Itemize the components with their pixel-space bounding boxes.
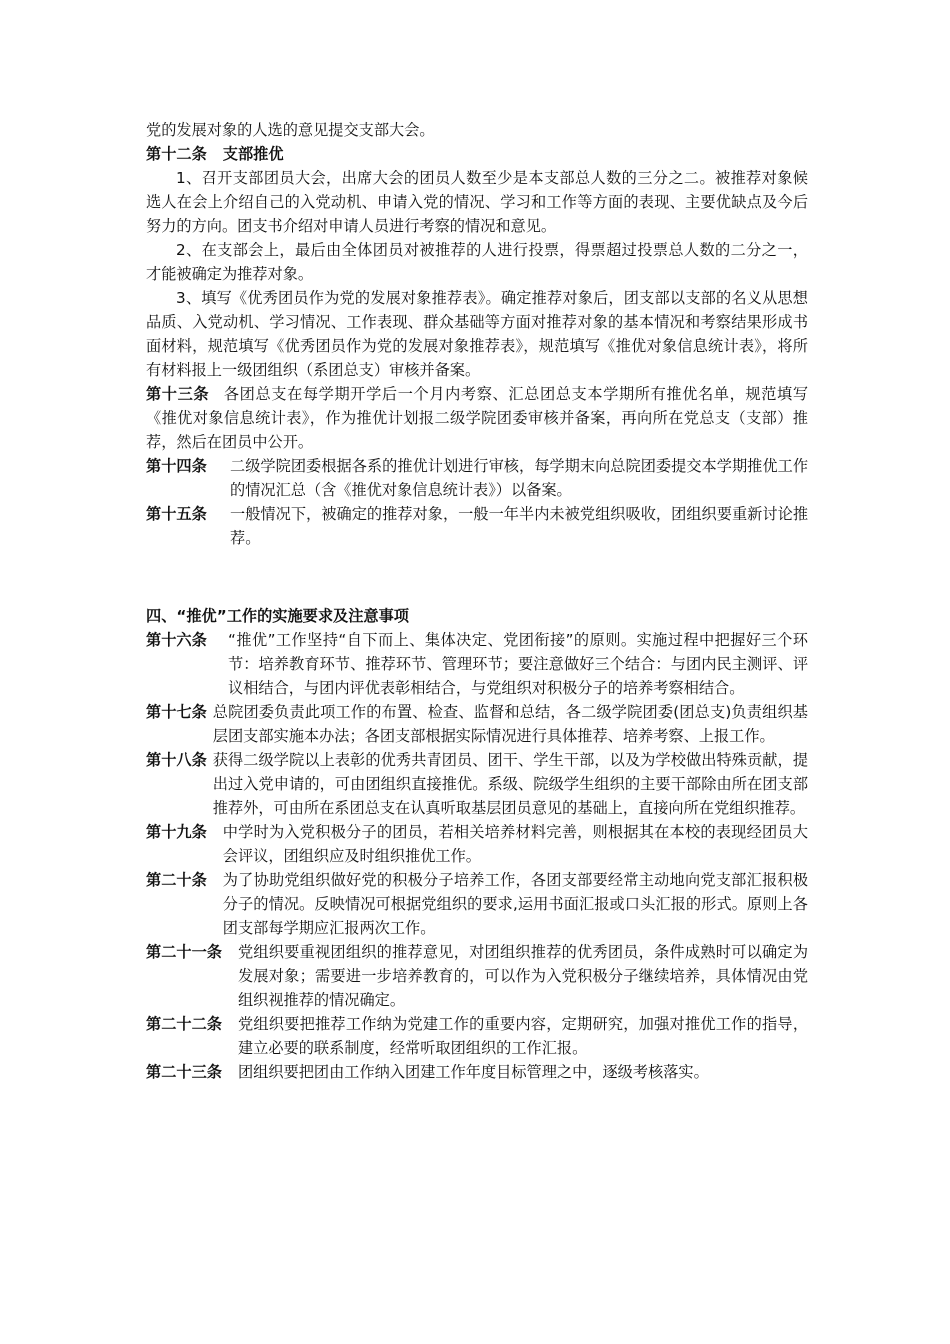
- lead-line: 党的发展对象的人选的意见提交支部大会。: [146, 121, 435, 139]
- article-19-text: 中学时为入党积极分子的团员，若相关培养材料完善，则根据其在本校的表现经团员大会评议，团组织应及时组织推优工作。: [222, 823, 808, 865]
- article-12-para-2: 2、在支部会上，最后由全体团员对被推荐的人进行投票，得票超过投票总人数的二分之一，才能被确定为推荐对象。: [146, 241, 808, 283]
- article-21-text: 党组织要重视团组织的推荐意见，对团组织推荐的优秀团员，条件成熟时可以确定为发展对象；需要进一步培养教育的，可以作为入党积极分子继续培养，具体情况由党组织视推荐的情况确定。: [237, 943, 808, 1009]
- section-4-title: 四、“推优”工作的实施要求及注意事项: [146, 607, 409, 625]
- article-16: [146, 628, 808, 700]
- article-19: [146, 820, 808, 868]
- article-12-heading: [146, 142, 808, 166]
- article-14: [146, 454, 808, 502]
- article-17-text: 总院团委负责此项工作的布置、检查、监督和总结，各二级学院团委(团总支)负责组织基层团支部实施本办法；各团支部根据实际情况进行具体推荐、培养考察、上报工作。: [212, 703, 808, 745]
- section-gap: [146, 550, 808, 604]
- article-18-text: 获得二级学院以上表彰的优秀共青团员、团干、学生干部，以及为学校做出特殊贡献，提出过入党申请的，可由团组织直接推优。系级、院级学生组织的主要干部除由所在团支部推荐外，可由所在系团总支在认真听取基层团员意见的基础上，直接向所在党组织推荐。: [212, 751, 808, 817]
- article-13-text: 各团总支在每学期开学后一个月内考察、汇总团总支本学期所有推优名单，规范填写《推优对象信息统计表》，作为推优计划报二级学院团委审核并备案，再向所在党总支（支部）推荐，然后在团员中公开。: [146, 385, 809, 451]
- article-17: [146, 700, 808, 748]
- article-12-label: 第十二条: [146, 145, 207, 163]
- article-21-label: 第二十一条: [146, 943, 222, 961]
- article-12-para-1: 1、召开支部团员大会，出席大会的团员人数至少是本支部总人数的三分之二。被推荐对象候选人在会上介绍自己的入党动机、申请入党的情况、学习和工作等方面的表现、主要优缺点及今后努力的方向。团支书介绍对申请人员进行考察的情况和意见。: [146, 169, 808, 235]
- article-17-label: 第十七条: [146, 703, 207, 721]
- article-12-title: 支部推优: [222, 145, 284, 163]
- article-22: [146, 1012, 808, 1060]
- article-15-label: 第十五条: [146, 505, 207, 523]
- article-19-label: 第十九条: [146, 823, 207, 841]
- document-page: [146, 118, 808, 1084]
- article-22-label: 第二十二条: [146, 1015, 222, 1033]
- article-14-text: 二级学院团委根据各系的推优计划进行审核，每学期末向总院团委提交本学期推优工作的情况汇总（含《推优对象信息统计表》）以备案。: [230, 457, 808, 499]
- article-23-label: 第二十三条: [146, 1063, 222, 1081]
- article-23-text: 团组织要把团由工作纳入团建工作年度目标管理之中，逐级考核落实。: [237, 1063, 709, 1081]
- article-18-label: 第十八条: [146, 751, 207, 769]
- article-18: [146, 748, 808, 820]
- article-16-label: 第十六条: [146, 631, 207, 649]
- article-20-text: 为了协助党组织做好党的积极分子培养工作，各团支部要经常主动地向党支部汇报积极分子的情况。反映情况可根据党组织的要求,运用书面汇报或口头汇报的形式。原则上各团支部每学期应汇报两次工作。: [222, 871, 808, 937]
- article-22-text: 党组织要把推荐工作纳为党建工作的重要内容，定期研究，加强对推优工作的指导，建立必要的联系制度，经常听取团组织的工作汇报。: [237, 1015, 808, 1057]
- article-12-para-3: 3、填写《优秀团员作为党的发展对象推荐表》。确定推荐对象后，团支部以支部的名义从思想品质、入党动机、学习情况、工作表现、群众基础等方面对推荐对象的基本情况和考察结果形成书面材料，规范填写《优秀团员作为党的发展对象推荐表》，规范填写《推优对象信息统计表》，将所有材料报上一级团组织（系团总支）审核并备案。: [146, 289, 808, 379]
- article-15-text: 一般情况下，被确定的推荐对象，一般一年半内未被党组织吸收，团组织要重新讨论推荐。: [230, 505, 808, 547]
- article-15: [146, 502, 808, 550]
- article-14-label: 第十四条: [146, 457, 207, 475]
- article-13: [146, 382, 808, 454]
- article-13-label: 第十三条: [146, 385, 210, 403]
- article-20: [146, 868, 808, 940]
- article-16-text: “推优”工作坚持“自下而上、集体决定、党团衔接”的原则。实施过程中把握好三个环节：培养教育环节、推荐环节、管理环节；要注意做好三个结合：与团内民主测评、评议相结合，与团内评优表彰相结合，与党组织对积极分子的培养考察相结合。: [228, 631, 808, 697]
- article-20-label: 第二十条: [146, 871, 207, 889]
- article-23: [146, 1060, 808, 1084]
- article-21: [146, 940, 808, 1012]
